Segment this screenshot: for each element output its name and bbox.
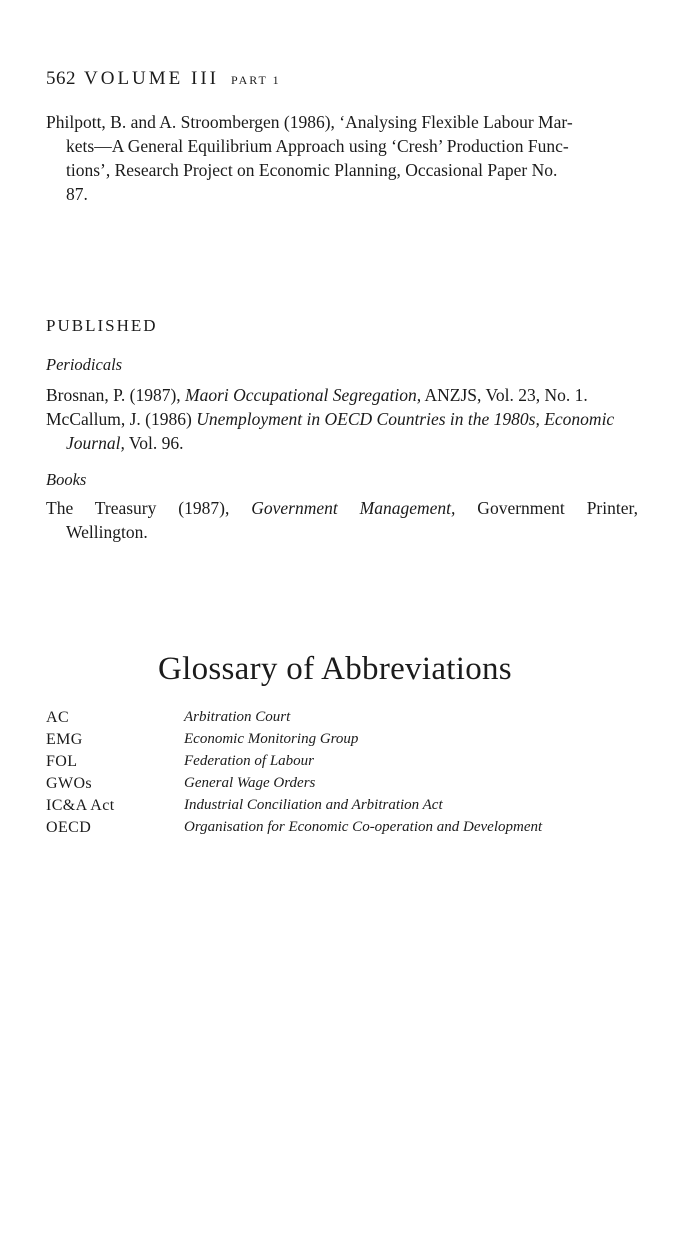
reference-philpott (46, 110, 638, 206)
reference-line: Philpott, B. and A. Stroombergen (1986), ‘Analysing Flexible Labour Mar- (46, 112, 573, 132)
glossary-term: Economic Monitoring Group (184, 731, 359, 747)
glossary-abbreviation: GWOs (46, 775, 93, 792)
reference-mccallum (46, 407, 638, 455)
reference-first-line (46, 496, 638, 520)
reference-title: Unemployment in OECD Countries in the 1980s, Economic (196, 409, 615, 429)
reference-brosnan (46, 383, 638, 407)
page-number: 562 (46, 68, 76, 89)
reference-line: tions’, Research Project on Economic Planning, Occasional Paper No. (66, 160, 558, 180)
glossary-term: Industrial Conciliation and Arbitration Act (184, 797, 443, 813)
reference-author: McCallum, J. (1986) (46, 409, 197, 429)
section-heading-published: PUBLISHED (46, 316, 158, 335)
subheading-periodicals: Periodicals (46, 355, 123, 374)
reference-author: Brosnan, P. (1987), (46, 385, 186, 405)
reference-journal: Journal, (66, 433, 125, 453)
glossary-abbreviation: FOL (46, 753, 78, 770)
reference-title: Maori Occupational Segregation, (185, 385, 422, 405)
reference-volume: Vol. 96. (124, 433, 184, 453)
part-label: PART 1 (231, 73, 281, 87)
reference-line: kets—A General Equilibrium Approach using ‘Cresh’ Production Func- (66, 136, 569, 156)
glossary-term: Arbitration Court (184, 709, 291, 725)
glossary-term: Federation of Labour (184, 753, 314, 769)
running-header (46, 68, 281, 90)
glossary-abbreviation: AC (46, 709, 70, 726)
books-section (46, 470, 638, 544)
glossary-title: Glossary of Abbreviations (158, 651, 512, 687)
glossary-abbreviation: IC&A Act (46, 797, 115, 814)
glossary-term: Organisation for Economic Co-operation and Development (184, 819, 543, 835)
periodicals-section (46, 355, 638, 455)
glossary-abbreviation: EMG (46, 731, 83, 748)
reference-author: The Treasury (1987), (46, 498, 252, 518)
reference-place: Wellington. (66, 522, 148, 542)
reference-title: Government Management, (251, 498, 456, 518)
glossary-abbreviation: OECD (46, 819, 92, 836)
volume-label: VOLUME III (84, 68, 220, 89)
glossary-term: General Wage Orders (184, 775, 316, 791)
reference-treasury (46, 496, 638, 544)
reference-publisher: Government Printer, (455, 498, 638, 518)
reference-source: ANZJS, Vol. 23, No. 1. (421, 385, 588, 405)
reference-line: 87. (66, 184, 88, 204)
subheading-books: Books (46, 470, 87, 489)
